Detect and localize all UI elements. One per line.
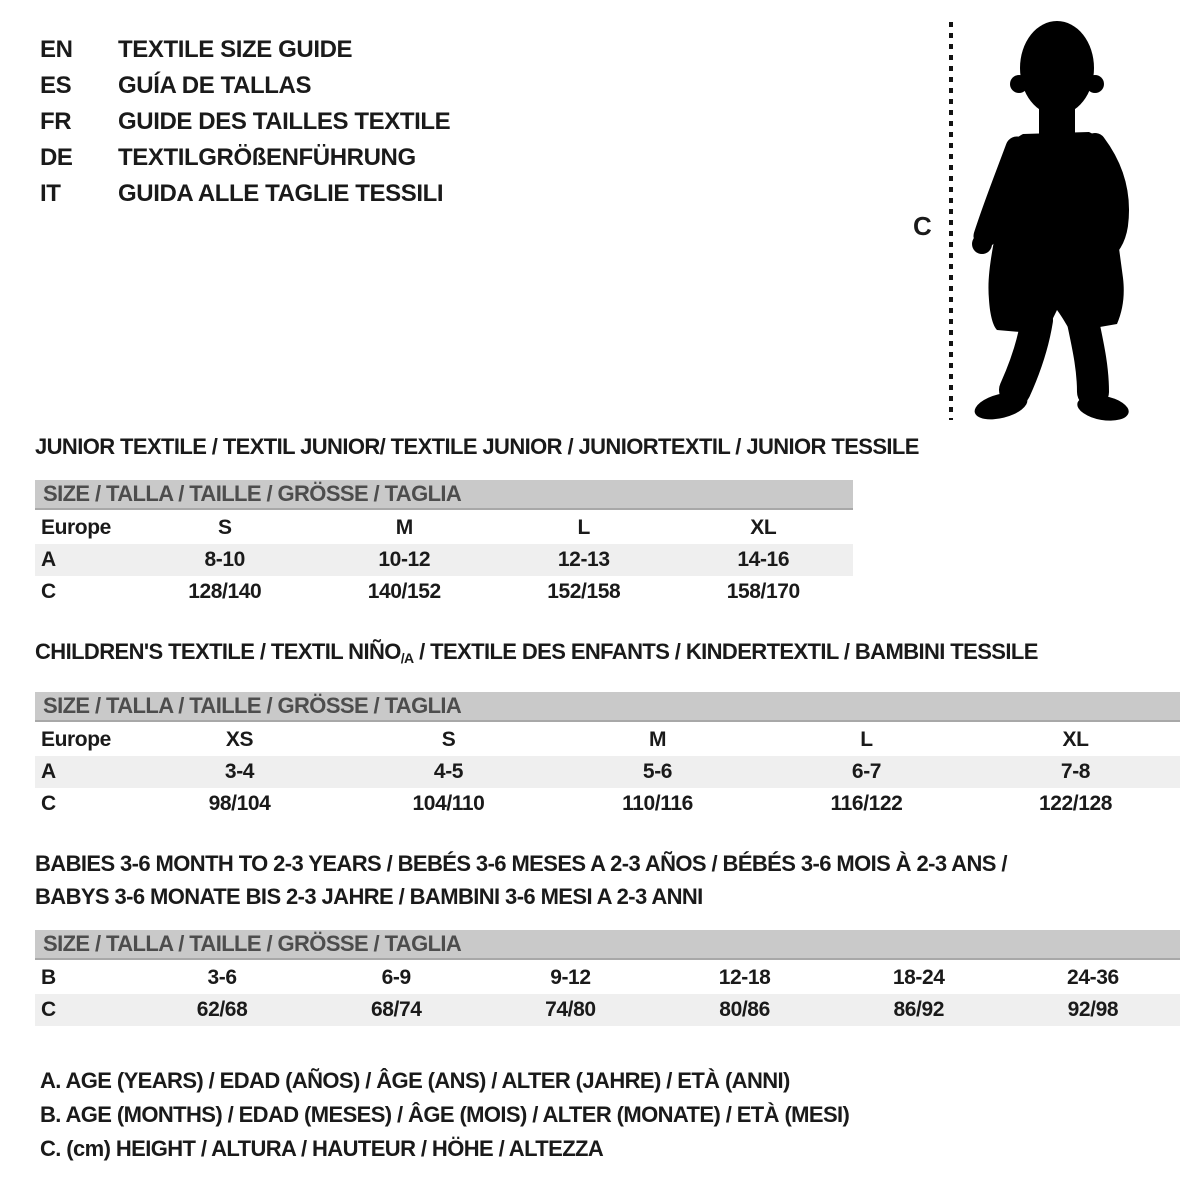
cell-value: M: [395, 516, 413, 539]
row-label: C: [41, 792, 56, 815]
table-size-header: SIZE / TALLA / TAILLE / GRÖSSE / TAGLIA: [35, 692, 1180, 722]
table-row: [35, 576, 853, 608]
cell-value: 86/92: [893, 998, 945, 1021]
section-title-line: [35, 880, 1180, 913]
row-label: C: [41, 580, 56, 603]
size-section-babies: [35, 847, 1180, 1026]
section-title-line: [35, 430, 1180, 463]
row-label: A: [41, 548, 56, 571]
cell-value: XL: [1062, 728, 1089, 751]
legend: [40, 1064, 849, 1166]
title-subscript: /A: [400, 650, 414, 666]
language-title: TEXTILGRÖßENFÜHRUNG: [118, 144, 416, 171]
size-table: [35, 692, 1180, 820]
cell-value: 68/74: [370, 998, 422, 1021]
language-row: [40, 140, 450, 176]
table-row: [35, 724, 1180, 756]
table-rows: [35, 962, 1180, 1026]
toddler-silhouette-icon: [967, 10, 1152, 430]
cell-value: S: [441, 728, 456, 751]
cell-value: 7-8: [1060, 760, 1091, 783]
title-text: BABIES 3-6 MONTH TO 2-3 YEARS / BEBÉS 3-6 MESES A 2-3 AÑOS / BÉBÉS 3-6 MOIS À 2-3 ANS /: [35, 851, 1007, 876]
row-label: A: [41, 760, 56, 783]
table-size-header: SIZE / TALLA / TAILLE / GRÖSSE / TAGLIA: [35, 930, 1180, 960]
cell-value: L: [577, 516, 590, 539]
language-code: EN: [40, 36, 73, 63]
language-row: [40, 68, 450, 104]
section-title: [35, 430, 1180, 463]
title-text: BABYS 3-6 MONATE BIS 2-3 JAHRE / BAMBINI 3-6 MESI A 2-3 ANNI: [35, 884, 703, 909]
table-row: [35, 756, 1180, 788]
cell-value: 110/116: [622, 792, 693, 815]
language-title: GUIDA ALLE TAGLIE TESSILI: [118, 180, 444, 207]
table-rows: [35, 512, 853, 608]
language-code: ES: [40, 72, 72, 99]
row-label: Europe: [41, 728, 111, 751]
legend-line: A. AGE (YEARS) / EDAD (AÑOS) / ÂGE (ANS) / ALTER (JAHRE) / ETÀ (ANNI): [40, 1068, 790, 1093]
language-title: GUÍA DE TALLAS: [118, 72, 312, 99]
row-label: B: [41, 966, 56, 989]
title-text: JUNIOR TEXTILE / TEXTIL JUNIOR/ TEXTILE JUNIOR / JUNIORTEXTIL / JUNIOR TESSILE: [35, 434, 919, 459]
section-title: [35, 847, 1180, 913]
cell-value: 104/110: [412, 792, 485, 815]
language-row: [40, 104, 450, 140]
cell-value: 3-6: [207, 966, 237, 989]
cell-value: 74/80: [545, 998, 596, 1021]
size-table: [35, 930, 1180, 1026]
legend-line: B. AGE (MONTHS) / EDAD (MESES) / ÂGE (MOIS) / ALTER (MONATE) / ETÀ (MESI): [40, 1102, 850, 1127]
language-title: GUIDE DES TAILLES TEXTILE: [118, 108, 451, 135]
cell-value: XL: [750, 516, 777, 539]
cell-value: 116/122: [830, 792, 903, 815]
language-title: TEXTILE SIZE GUIDE: [118, 36, 353, 63]
table-row: [35, 512, 853, 544]
cell-value: 5-6: [642, 760, 673, 783]
language-title-list: [40, 32, 450, 212]
section-title-line: [35, 847, 1180, 880]
size-section-junior: [35, 430, 1180, 608]
cell-value: 8-10: [204, 548, 245, 571]
cell-value: 62/68: [196, 998, 248, 1021]
row-label: Europe: [41, 516, 111, 539]
cell-value: 6-7: [851, 760, 882, 783]
language-row: [40, 32, 450, 68]
height-measure-line: [949, 22, 953, 420]
height-measure-label: C: [913, 211, 932, 241]
row-label: C: [41, 998, 56, 1021]
cell-value: 128/140: [188, 580, 262, 603]
size-tables-area: [35, 430, 1180, 1053]
section-title: [35, 635, 1180, 675]
cell-value: 9-12: [550, 966, 591, 989]
size-section-children: [35, 635, 1180, 820]
language-code: IT: [40, 180, 61, 207]
figure-area: [905, 8, 1175, 433]
title-text: / TEXTILE DES ENFANTS / KINDERTEXTIL / BAMBINI TESSILE: [413, 639, 1038, 664]
table-row: [35, 994, 1180, 1026]
title-text: CHILDREN'S TEXTILE / TEXTIL NIÑO: [35, 639, 401, 664]
table-rows: [35, 724, 1180, 820]
cell-value: 3-4: [224, 760, 255, 783]
cell-value: 122/128: [1038, 792, 1113, 815]
table-row: [35, 962, 1180, 994]
cell-value: M: [648, 728, 667, 751]
cell-value: 152/158: [547, 580, 621, 603]
cell-value: 92/98: [1067, 998, 1119, 1021]
cell-value: 10-12: [378, 548, 431, 571]
cell-value: 158/170: [726, 580, 800, 603]
table-row: [35, 788, 1180, 820]
cell-value: 24-36: [1067, 966, 1119, 989]
language-code: DE: [40, 144, 73, 171]
legend-line: C. (cm) HEIGHT / ALTURA / HAUTEUR / HÖHE / ALTEZZA: [40, 1136, 604, 1161]
cell-value: 12-18: [718, 966, 771, 989]
table-size-header: SIZE / TALLA / TAILLE / GRÖSSE / TAGLIA: [35, 480, 853, 510]
language-code: FR: [40, 108, 72, 135]
cell-value: XS: [225, 728, 254, 751]
cell-value: 140/152: [367, 580, 441, 603]
cell-value: 6-9: [381, 966, 411, 989]
cell-value: 18-24: [892, 966, 945, 989]
cell-value: 12-13: [557, 548, 610, 571]
language-row: [40, 176, 450, 212]
cell-value: S: [217, 516, 232, 539]
table-row: [35, 544, 853, 576]
cell-value: 4-5: [433, 760, 464, 783]
cell-value: 14-16: [737, 548, 790, 571]
size-table: [35, 480, 853, 608]
cell-value: L: [860, 728, 873, 751]
cell-value: 98/104: [208, 792, 271, 815]
cell-value: 80/86: [719, 998, 770, 1021]
section-title-line: [35, 635, 1180, 675]
